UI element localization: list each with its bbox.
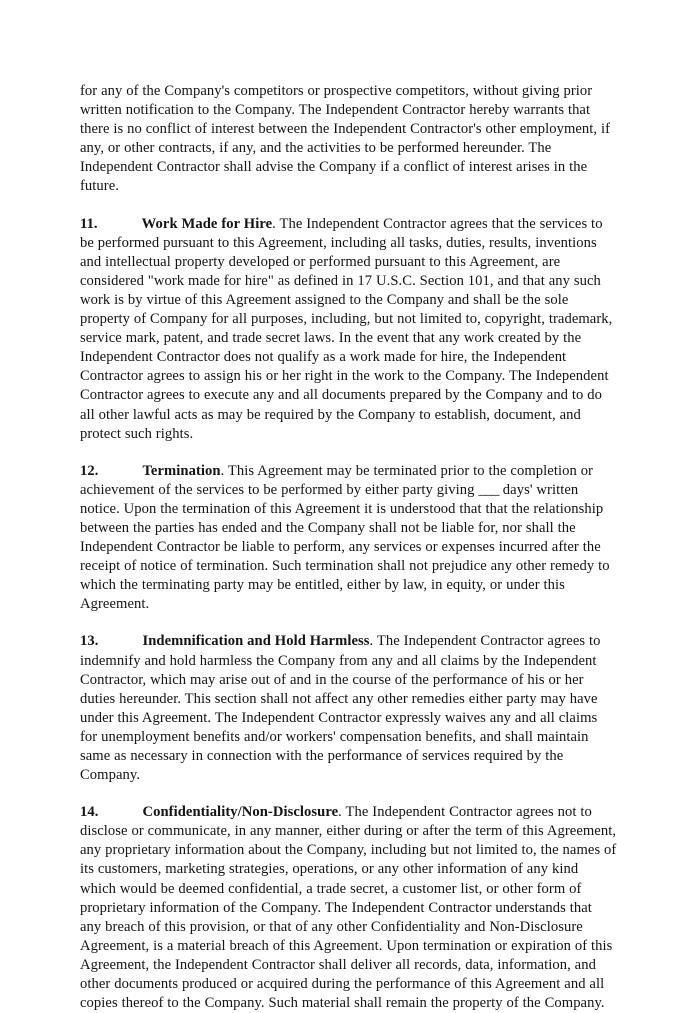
section-13-body: . The Independent Contractor agrees to indemnify and hold harmless the Company from any and all claims by the Independent Contractor, which may arise out of and in the course of the performance of his or her duties hereunder. This section shall not affect any other remedies either party may have under this Agreement. The Independent Contractor expressly waives any and all claims for unemployment benefits and/or workers' compensation benefits, and shall maintain same as necessary in connection with the performance of services required by the Company. xyxy=(80,633,601,784)
section-13-paragraph xyxy=(80,632,617,785)
section-11-title: Work Made for Hire xyxy=(141,215,273,232)
section-12-title: Termination xyxy=(142,462,221,479)
section-11-body: . The Independent Contractor agrees that the services to be performed pursuant to this Agreement, including all tasks, duties, results, inventions and intellectual property developed or performed pursuant to this Agreement, are considered "work made for hire" as defined in 17 U.S.C. Section 101, and that any such work is by virtue of this Agreement assigned to the Company and shall be the sole property of Company for all purposes, including, but not limited to, copyright, trademark, service mark, patent, and trade secret laws. In the event that any work created by the Independent Contractor does not qualify as a work made for hire, the Independent Contractor agrees to assign his or her right in the work to the Company. The Independent Contractor agrees to execute any and all documents prepared by the Company and to do all other lawful acts as may be required by the Company to establish, document, and protect such rights. xyxy=(80,215,613,442)
section-14-paragraph xyxy=(80,803,617,1013)
section-12-number: 12. xyxy=(80,462,99,479)
notice-days-blank-field[interactable]: ___ xyxy=(478,481,499,498)
section-14-title: Confidentiality/Non-Disclosure xyxy=(142,804,339,821)
section-13-number: 13. xyxy=(80,633,99,650)
section-11-number: 11. xyxy=(80,215,98,232)
page-text-column xyxy=(80,82,617,1013)
section-13-title: Indemnification and Hold Harmless xyxy=(142,633,370,650)
section-11-paragraph xyxy=(80,215,617,444)
section-12-paragraph xyxy=(80,462,617,615)
continued-paragraph: for any of the Company's competitors or prospective competitors, without giving prior written notification to the Company. The Independent Contractor hereby warrants that there is no conflict of interest between the Independent Contractor's other employment, if any, or other contracts, if any, and the activities to be performed hereunder. The Independent Contractor shall advise the Company if a conflict of interest arises in the future. xyxy=(80,83,611,195)
section-14-body: . The Independent Contractor agrees not to disclose or communicate, in any manner, either during or after the term of this Agreement, any proprietary information about the Company, including but not limited to, the names of its customers, marketing strategies, operations, or any other information of any kind which would be deemed confidential, a trade secret, a customer list, or other form of proprietary information of the Company. The Independent Contractor understands that any breach of this provision, or that of any other Confidentiality and Non-Disclosure Agreement, is a material breach of this Agreement. Upon termination or expiration of this Agreement, the Independent Contractor shall deliver all records, data, information, and other documents produced or acquired during the performance of this Agreement and all copies thereof to the Company. Such material shall remain the property of the Company. xyxy=(80,804,617,1012)
section-14-number: 14. xyxy=(80,804,99,821)
section-12-body-after-blank: days' written notice. Upon the termination of this Agreement it is understood that that the relationship between the parties has ended and the Company shall not be liable for, nor shall the Independent Contractor be liable to perform, any services or expenses incurred after the receipt of notice of termination. Such termination shall not prejudice any other remedy to which the terminating party may be entitled, either by law, in equity, or under this Agreement. xyxy=(80,481,610,613)
section-12-body-before-blank: . This Agreement may be terminated prior to the completion or achievement of the services to be performed by either party giving xyxy=(80,462,593,498)
